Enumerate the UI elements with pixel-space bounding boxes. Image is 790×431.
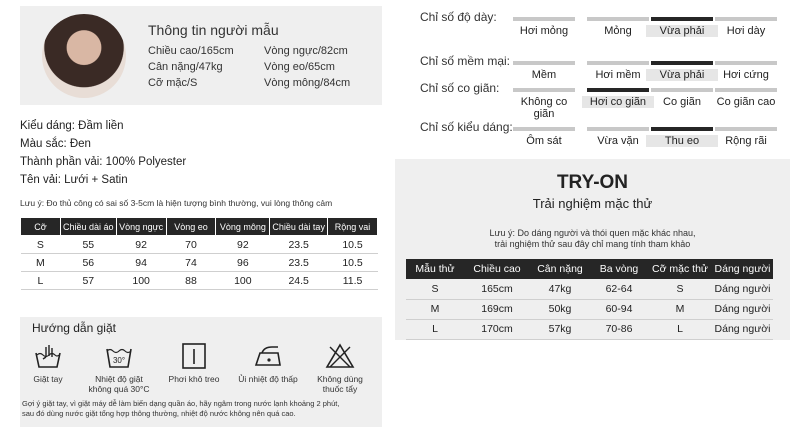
size-table: [20, 217, 378, 290]
table-cell: 10.5: [328, 254, 378, 272]
table-cell: 10.5: [328, 236, 378, 254]
table-cell: 100: [116, 272, 166, 290]
tryon-note: [395, 228, 790, 250]
size-table-header: [21, 218, 378, 236]
no-bleach-icon: [325, 343, 355, 369]
index-label: Chỉ số độ dày:: [420, 10, 497, 24]
table-cell: M: [406, 299, 464, 319]
index-option: Thu eo: [646, 135, 718, 147]
index-bar: [513, 61, 575, 65]
index-option: Hơi dày: [726, 25, 766, 37]
wash-item: [87, 343, 151, 394]
index-bar: [587, 127, 649, 131]
table-cell: 56: [60, 254, 116, 272]
table-cell: M: [21, 254, 61, 272]
model-weight: Cân nặng/47kg: [148, 61, 223, 73]
index-option: Hơi mỏng: [519, 25, 569, 37]
wash-label: thuốc tẩy: [322, 384, 358, 394]
index-bar: [587, 88, 649, 92]
index-option: Rộng rãi: [725, 135, 767, 147]
model-size: Cỡ mặc/S: [148, 77, 198, 89]
tryon-note-line: trải nghiệm thử sau đây chỉ mang tính tham khảo: [494, 239, 691, 249]
product-material: Thành phần vải: 100% Polyester: [20, 156, 187, 168]
index-bar: [651, 17, 713, 21]
index-bar: [715, 127, 777, 131]
product-color: Màu sắc: Đen: [20, 138, 91, 150]
table-cell: Dáng người: [712, 279, 773, 299]
model-hip: Vòng mông/84cm: [264, 77, 351, 89]
wash-label: Ủi nhiệt độ thấp: [238, 374, 298, 384]
tryon-col-header: Cỡ mặc thử: [648, 259, 712, 279]
wash-guide: [20, 317, 382, 427]
model-bust: Vòng ngực/82cm: [264, 45, 348, 57]
model-height: Chiều cao/165cm: [148, 45, 234, 57]
index-option: Hơi co giãn: [582, 96, 654, 108]
product-style: Kiểu dáng: Đầm liền: [20, 120, 124, 132]
model-info-title: Thông tin người mẫu: [148, 22, 279, 38]
wash-item: [308, 343, 372, 394]
tryon-col-header: Cân nặng: [530, 259, 590, 279]
wash-item: [236, 343, 300, 384]
wash-label: Nhiệt độ giặt: [95, 374, 143, 384]
index-bar: [587, 17, 649, 21]
table-cell: 24.5: [270, 272, 328, 290]
wash-label: Phơi khô treo: [168, 374, 220, 384]
index-bar: [651, 127, 713, 131]
wash-note-line: sau đó dùng nước giặt tổng hợp thông thường, nhiệt độ nước không nên quá cao.: [22, 409, 296, 418]
table-cell: 57: [60, 272, 116, 290]
size-col-header: Chiều dài tay: [270, 218, 328, 236]
table-cell: 70-86: [590, 319, 648, 339]
index-option: Mỏng: [604, 25, 632, 37]
table-cell: 62-64: [590, 279, 648, 299]
low-iron-icon: [253, 343, 283, 369]
index-label: Chỉ số kiểu dáng:: [420, 120, 513, 134]
line-dry-icon: [179, 343, 209, 369]
table-cell: L: [406, 319, 464, 339]
table-cell: 47kg: [530, 279, 590, 299]
index-bar: [651, 61, 713, 65]
table-cell: S: [21, 236, 61, 254]
table-cell: Dáng người: [712, 319, 773, 339]
table-cell: 55: [60, 236, 116, 254]
table-row: [406, 319, 773, 339]
table-cell: 23.5: [270, 254, 328, 272]
tryon-col-header: Chiều cao: [464, 259, 530, 279]
table-cell: 92: [216, 236, 270, 254]
table-cell: M: [648, 299, 712, 319]
table-cell: 96: [216, 254, 270, 272]
hand-wash-icon: [33, 343, 63, 369]
table-row: [406, 279, 773, 299]
index-option: Mềm: [531, 69, 557, 81]
size-col-header: Rộng vai: [328, 218, 378, 236]
index-bar: [651, 88, 713, 92]
table-cell: 165cm: [464, 279, 530, 299]
index-option: Co giãn: [663, 96, 701, 108]
tryon-col-header: Mẫu thử: [406, 259, 464, 279]
wash-label: Giặt tay: [33, 374, 63, 384]
size-col-header: Vòng eo: [166, 218, 216, 236]
table-cell: S: [648, 279, 712, 299]
index-bar: [587, 61, 649, 65]
wash-label: không quá 30°C: [88, 384, 150, 394]
index-option: Vừa phải: [646, 25, 718, 37]
table-row: [21, 272, 378, 290]
wash-item: [16, 343, 80, 384]
index-option: Vừa vặn: [597, 135, 639, 147]
wash-note-line: Gợi ý giặt tay, vì giặt máy dễ làm biến dạng quần áo, hãy ngâm trong nước lạnh khoảng 2 phút,: [22, 399, 340, 408]
table-cell: 70: [166, 236, 216, 254]
size-note: Lưu ý: Đo thủ công có sai số 3-5cm là hiện tượng bình thường, vui lòng thông cảm: [20, 198, 333, 208]
table-row: [21, 236, 378, 254]
table-cell: 50kg: [530, 299, 590, 319]
tryon-note-line: Lưu ý: Do dáng người và thói quen mặc khác nhau,: [489, 228, 696, 238]
wash-item: [162, 343, 226, 384]
model-info-card: [20, 6, 382, 105]
index-option: Co giãn cao: [716, 96, 776, 108]
wash-label: Không dùng: [317, 374, 363, 384]
tryon-panel: [395, 159, 790, 340]
index-option: Hơi mềm: [595, 69, 641, 81]
index-bar: [715, 88, 777, 92]
table-row: [406, 299, 773, 319]
size-col-header: Cỡ: [21, 218, 61, 236]
index-option: Hơi cứng: [723, 69, 769, 81]
table-row: [21, 254, 378, 272]
table-cell: 88: [166, 272, 216, 290]
tryon-col-header: Dáng người: [712, 259, 773, 279]
size-col-header: Vòng ngực: [116, 218, 166, 236]
table-cell: 94: [116, 254, 166, 272]
tryon-subtitle: Trải nghiệm mặc thử: [532, 196, 653, 211]
index-bar: [513, 127, 575, 131]
size-col-header: Chiều dài áo: [60, 218, 116, 236]
index-option: Không co giãn: [520, 96, 568, 120]
table-cell: Dáng người: [712, 299, 773, 319]
table-cell: L: [648, 319, 712, 339]
tryon-table: [406, 259, 773, 340]
product-fabric: Tên vải: Lưới + Satin: [20, 174, 128, 186]
index-option: Ôm sát: [526, 135, 562, 147]
table-cell: 60-94: [590, 299, 648, 319]
table-cell: 92: [116, 236, 166, 254]
table-cell: 100: [216, 272, 270, 290]
wash-note: [22, 399, 339, 419]
index-option: Vừa phải: [646, 69, 718, 81]
index-label: Chỉ số mềm mại:: [420, 54, 511, 68]
table-cell: 57kg: [530, 319, 590, 339]
table-cell: 23.5: [270, 236, 328, 254]
table-cell: L: [21, 272, 61, 290]
size-col-header: Vòng mông: [216, 218, 270, 236]
wash-guide-title: Hướng dẫn giặt: [32, 321, 116, 335]
tryon-title: TRY-ON: [556, 172, 629, 193]
index-bar: [715, 17, 777, 21]
table-cell: 74: [166, 254, 216, 272]
wash-30-icon: [104, 343, 134, 369]
table-cell: 170cm: [464, 319, 530, 339]
svg-text:30°: 30°: [112, 356, 126, 365]
tryon-table-header: [406, 259, 773, 279]
index-bar: [513, 17, 575, 21]
model-waist: Vòng eo/65cm: [264, 61, 335, 73]
table-cell: S: [406, 279, 464, 299]
index-bar: [513, 88, 575, 92]
index-bar: [715, 61, 777, 65]
table-cell: 169cm: [464, 299, 530, 319]
table-cell: 11.5: [328, 272, 378, 290]
index-label: Chỉ số co giãn:: [420, 81, 500, 95]
model-avatar: [42, 14, 126, 98]
tryon-col-header: Ba vòng: [590, 259, 648, 279]
